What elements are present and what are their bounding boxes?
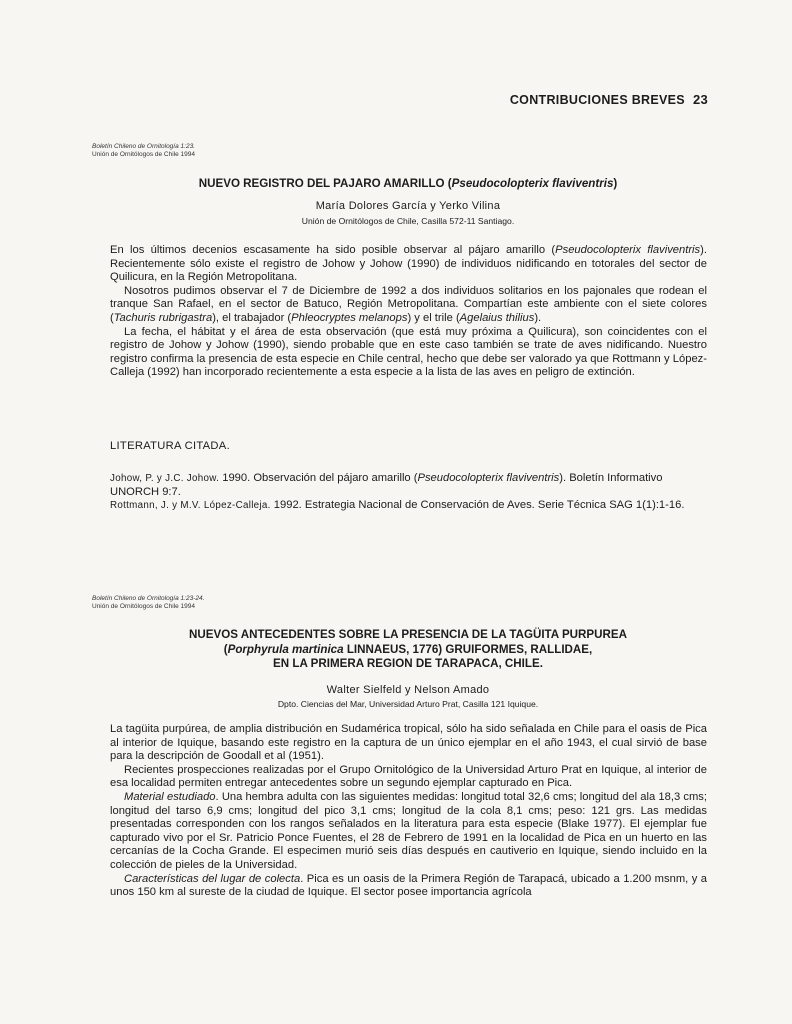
source-citation-1 <box>92 143 195 159</box>
literature-heading: LITERATURA CITADA. <box>110 440 230 452</box>
source-journal-1: Boletín Chileno de Ornitología 1:23. <box>92 143 195 150</box>
paragraph: Características del lugar de colecta. Pica es un oasis de la Primera Región de Tarapacá, ubicado a 1.200 msnm, y a unos 150 km al sureste de la ciudad de Iquique. El sector posee importancia agrícola <box>110 872 708 899</box>
running-title: CONTRIBUCIONES BREVES <box>509 93 685 107</box>
running-head <box>510 92 708 107</box>
paragraph: En los últimos decenios escasamente ha sido posible observar al pájaro amarillo (Pseudocolopterix flaviventris). Recientemente sólo existe el registro de Johow y Johow (1990) de individuos nidificando en totorales del sector de Quilicura, en la Región Metropolitana. <box>110 244 707 284</box>
article-title-1: NUEVO REGISTRO DEL PAJARO AMARILLO (Pseudocolopterix flaviventris) <box>198 177 618 190</box>
source-journal-2: Boletín Chileno de Ornitología 1:23-24. <box>92 595 205 602</box>
reference-list <box>110 472 707 513</box>
title-species-1: Pseudocolopterix flaviventris <box>451 177 614 190</box>
article-body-2 <box>110 723 707 900</box>
paragraph: Recientes prospecciones realizadas por el Grupo Ornitológico de la Universidad Arturo Prat en Iquique, al interior de esa localidad permiten entregar antecedentes sobre un segundo ejemplar capturado en Pica. <box>110 763 707 790</box>
section-label: Material estudiado <box>124 790 216 803</box>
source-publisher-1: Unión de Ornitólogos de Chile 1994 <box>92 151 195 158</box>
paragraph: Material estudiado. Una hembra adulta con las siguientes medidas: longitud total 32,6 cms; longitud del ala 18,3 cms; longitud del tarso 6,9 cms; longitud del pico 3,1 cms; longitud de la cola 8,1 cms; peso: 121 grs. Las medidas presentadas corresponden con los rangos señalados en la literatura para esta especie (Blake 1977). El ejemplar fue capturado vivo por el Sr. Patricio Ponce Fuentes, el 28 de Febrero de 1991 en la localidad de Pica en un huerto en las cercanías de la Cocha Grande. El especimen murió seis días después en cautiverio en Iquique, siendo incluido en la colección de pieles de la Universidad. <box>110 790 707 871</box>
reference-item: Johow, P. y J.C. Johow. 1990. Observación del pájaro amarillo (Pseudocolopterix flaviventris). Boletín Informativo UNORCH 9:7. <box>110 472 663 498</box>
section-label: Características del lugar de colecta <box>124 872 301 885</box>
source-citation-2 <box>92 595 204 611</box>
authors-2: Walter Sielfeld y Nelson Amado <box>326 684 490 696</box>
title-species-2: Porphyrula martinica <box>227 642 344 656</box>
reference-item: Rottmann, J. y M.V. López-Calleja. 1992. Estrategia Nacional de Conservación de Aves. Serie Técnica SAG 1(1):1-16. <box>110 499 685 512</box>
article-body-1 <box>110 244 707 380</box>
page-number: 23 <box>692 92 708 107</box>
paragraph: La tagüita purpúrea, de amplia distribución en Sudamérica tropical, sólo ha sido señalada en Chile para el oasis de Pica al interior de Iquique, basando este registro en la captura de un único ejemplar en el año 1943, el cual sirvió de base para la descripción de Goodall et al (1951). <box>110 723 707 763</box>
affiliation-1: Unión de Ornitólogos de Chile, Casilla 572-11 Santiago. <box>301 216 515 226</box>
paragraph: Nosotros pudimos observar el 7 de Diciembre de 1992 a dos individuos solitarios en los pajonales que rodean el tranque San Rafael, en el sector de Batuco, Región Metropolitana. Compartían este ambiente con el siete colores (Tachuris rubrigastra), el trabajador (Phleocryptes melanops) y el trile (Agelaius thilius). <box>110 284 707 324</box>
affiliation-2: Dpto. Ciencias del Mar, Universidad Arturo Prat, Casilla 121 Iquique. <box>277 699 539 709</box>
article-title-2: NUEVOS ANTECEDENTES SOBRE LA PRESENCIA DE LA TAGÜITA PURPUREA (Porphyrula martinica LINNAEUS, 1776) GRUIFORMES, RALLIDAE, EN LA PRIMERA REGION DE TARAPACA, CHILE. <box>188 628 628 670</box>
authors-1: María Dolores García y Yerko Vilina <box>315 200 501 212</box>
paragraph: La fecha, el hábitat y el área de esta observación (que está muy próxima a Quilicura), son coincidentes con el registro de Johow y Johow (1990), siendo probable que en este caso también se trate de aves nidificando. Nuestro registro confirma la presencia de esta especie en Chile central, hecho que debe ser valorado ya que Rottmann y López-Calleja (1992) han incorporado recientemente a esta especie a la lista de las aves en peligro de extinción. <box>110 325 707 379</box>
source-publisher-2: Unión de Ornitólogos de Chile 1994 <box>92 603 195 610</box>
